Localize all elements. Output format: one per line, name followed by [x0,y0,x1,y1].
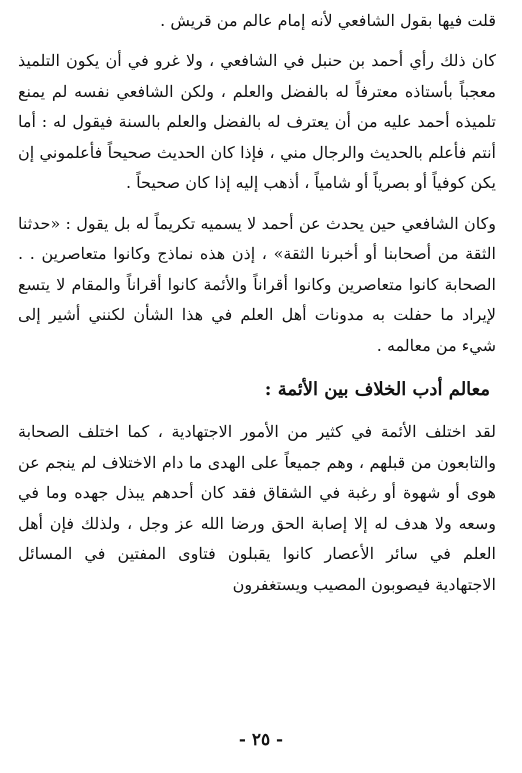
section-heading: معالم أدب الخلاف بين الأئمة : [264,379,490,400]
heading-gap [18,361,496,373]
paragraph-shafii-narration: وكان الشافعي حين يحدث عن أحمد لا يسميه تكريماً له بل يقول : «حدثنا الثقة من أصحابنا أو أخبرنا الثقة» ، إذن هذه نماذج وكانوا متعاصرين . . الصحابة كانوا متعاصرين وكانوا أقراناً والأئمة كانوا أقراناً والمقام لا يتسع لإيراد ما حفلت به مدونات أهل العلم في هذا الشأن لكنني أشير إلى شيء من معالمه . [18,213,496,355]
paragraph-shafii-quote: قلت فيها بقول الشافعي لأنه إمام عالم من قريش . [160,11,496,30]
paragraph-ahmad-opinion: كان ذلك رأي أحمد بن حنبل في الشافعي ، ولا غرو في أن يكون التلميذ معجباً بأستاذه معترفاً له بالفضل والعلم ، ولكن الشافعي نفسه لم يمنع تلميذه أحمد عليه من أن يعترف له بالفضل والعلم بالسنة فيقول له : أما أنتم فأعلم بالحديث والرجال مني ، فإذا كان الحديث صحيحاً فأعلموني إن يكن كوفياً أو بصرياً أو شامياً ، أذهب إليه إذا كان صحيحاً . [18,51,497,192]
paragraph-gap [18,36,496,46]
heading-gap [18,407,496,417]
paragraph-gap [18,199,496,209]
paragraph-imams-disagreement: لقد اختلف الأئمة في كثير من الأمور الاجتهادية ، كما اختلف الصحابة والتابعون من قبلهم ، وهم جميعاً على الهدى ما دام الاختلاف لم ينجم عن هوى أو شهوة أو رغبة في الشقاق فقد كان أحدهم يبذل جهده وما في وسعه ولا هدف له إلا إصابة الحق ورضا الله عز وجل ، ولذلك فإن أهل العلم في سائر الأعصار كانوا يقبلون فتاوى المفتين في المسائل الاجتهادية فيصوبون المصيب ويستغفرون [18,422,496,594]
page-number: - ٢٥ - [238,730,284,750]
